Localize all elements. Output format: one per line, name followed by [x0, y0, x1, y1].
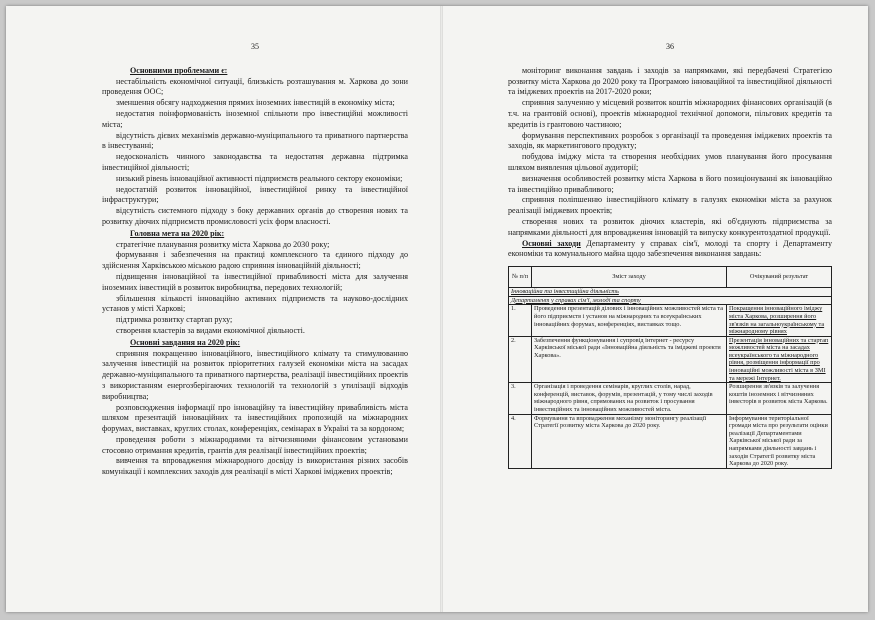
list-item: сприяння залученню у місцевий розвиток коштів міжнародних фінансових організацій (в т.ч. на грантовій основі), проектів міжнародної технічної допомоги, пільгових кредитів та кредитів із грантовою частиною;: [508, 98, 832, 129]
list-item: низький рівень інноваційної активності підприємств реального сектору економіки;: [116, 173, 403, 183]
list-item: розповсюдження інформації про інноваційну та інвестиційну привабливість міста шляхом презентацій інноваційних та інвестиційних пропозицій на міжнародних форумах, виставках, круглих столах, конференціях, семінарах в Україні та за кордоном;: [102, 402, 408, 434]
page-right: [444, 6, 868, 612]
page-left: [6, 6, 438, 612]
row-result: Інформування територіальної громади міста про результати оцінки реалізації Департаментами Харківської міської ради за напрямками діяльності завдань і заходів Стратегії розвитку міста Харкова до 2020 року.: [727, 414, 832, 468]
column-header-result: Очікуваний результат: [727, 267, 832, 288]
table-subsection-row: [509, 296, 832, 305]
list-item: відсутність дієвих механізмів державно-муніципального та приватного партнерства в інвестуванні;: [102, 130, 408, 151]
list-item: вивчення та впровадження міжнародного досвіду із використання різних засобів комунікації і комплексних заходів для реалізації в місті Харкові іміджевих проектів;: [102, 456, 408, 477]
list-item: проведення роботи з міжнародними та вітчизняними фінансовим установами стосовно отримання кредитів, грантів для реалізації інвестиційних проектів;: [102, 434, 408, 455]
list-item: збільшення кількості інноваційно активних підприємств та науково-дослідних установ у місті Харкові;: [102, 293, 408, 314]
row-result: Презентація інноваційних та стартап можливостей міста на засадах всеукраїнського та міжнародного рівня, розміщення інформації про інноваційні можливості міста в ЗМІ та мережі Інтернет.: [727, 336, 832, 383]
book-gutter: [440, 6, 443, 612]
list-item: стратегічне планування розвитку міста Харкова до 2030 року;: [116, 239, 330, 249]
column-header-number: № п/п: [509, 267, 532, 288]
row-number: 2.: [509, 336, 532, 383]
list-item: нестабільність економічної ситуації, близькість розташування м. Харкова до зони проведення ООС;: [102, 76, 408, 97]
row-result: Розширення зв'язків та залучення коштів іноземних і вітчизняних інвесторів в розвиток міста Харкова.: [727, 383, 832, 414]
table-row: [509, 305, 832, 336]
list-item: сприяння покращенню інноваційного, інвестиційного клімату та стимулюванню залучення інвестицій на розвиток пріоритетних галузей економіки міста на засадах державно-муніципального та приватного партнерства, реалізації інвестиційних проектів з використанням енергозберігаючих технологій та технологій з утилізації відходів виробництва;: [102, 348, 408, 401]
table-section-title: Інноваційна та інвестиційна діяльність: [509, 288, 832, 297]
row-content: Проведення презентацій ділових і інноваційних можливостей міста та його підприємств і установ на міжнародних та всеукраїнських інноваційних форумах, конференціях, виставках тощо.: [532, 305, 727, 336]
goal-heading: Головна мета на 2020 рік:: [130, 228, 225, 238]
problems-heading: Основними проблемами є:: [130, 65, 228, 75]
list-item: формування і забезпечення на практиці комплексного та єдиного підходу до здійснення Харківською міською радою сприяння інноваційній діяльності;: [102, 250, 408, 271]
row-number: 1.: [509, 305, 532, 336]
table-row: [509, 383, 832, 414]
table-subsection-title: Департамент у справах сім'ї, молоді та спорту: [509, 296, 832, 305]
list-item: недосконалість чинного законодавства та недостатня державна підтримка інвестиційної діяльності;: [102, 152, 408, 172]
list-item: моніторинг виконання завдань і заходів за напрямками, які передбачені Стратегією розвитку міста Харкова до 2020 року та Програмою інноваційної та інвестиційної діяльності та іміджевих проектів на 2017-2020 роки;: [508, 65, 832, 97]
list-item: підвищення інноваційної та інвестиційної привабливості міста для залучення іноземних інвестицій в розвиток виробництва, передових технологій;: [102, 271, 408, 292]
measures-intro: Департаменту у справах сім'ї, молоді та спорту і Департаменту економіки та комунального майна щодо забезпечення виконання завдань:: [508, 238, 833, 259]
list-item: недостатній розвиток інноваційної, інвестиційної ринку та інвестиційної інфраструктури;: [102, 184, 408, 205]
row-number: 4.: [509, 414, 532, 468]
list-item: підтримка розвитку стартап руху;: [116, 315, 233, 325]
page-number: 35: [251, 42, 259, 51]
row-content: Формування та впровадження механізму моніторингу реалізації Стратегії розвитку міста Харкова до 2020 року.: [532, 414, 727, 468]
tasks-heading: Основні завдання на 2020 рік:: [130, 337, 241, 347]
list-item: створення нових та розвиток діючих кластерів, які об'єднують підприємства за напрямками діяльності для впровадження інновацій та випуску конкурентоздатної продукції.: [508, 216, 832, 237]
table-section-row: [509, 288, 832, 297]
row-content: Забезпечення функціонування і супровід інтернет - ресурсу Харківської міської ради «Інноваційна діяльність та іміджеві проекти Харкова».: [532, 336, 727, 383]
list-item: побудова іміджу міста та створення необхідних умов планування його просування шляхом виявлення цільової аудиторії;: [508, 152, 832, 172]
measures-paragraph: [508, 239, 832, 261]
list-item: недостатня поінформованість іноземної спільноти про інвестиційні можливості міста;: [102, 108, 408, 129]
column-header-content: Зміст заходу: [532, 267, 727, 288]
table-row: [509, 336, 832, 383]
table-header-row: [509, 267, 832, 288]
measures-heading: Основні заходи: [522, 238, 581, 248]
row-content: Організація і проведення семінарів, круглих столів, нарад, конференцій, виставок, форумів, презентацій, у тому числі заходів міжнародного рівня, спрямованих на розвиток і просування інвестиційних та інноваційних можливостей міста.: [532, 383, 727, 414]
table-row: [509, 414, 832, 468]
page-number: 36: [666, 42, 674, 51]
list-item: створення кластерів за видами економічної діяльності.: [116, 325, 305, 335]
measures-table: [508, 266, 832, 469]
list-item: сприяння поліпшенню інвестиційного клімату в галузях економіки міста за рахунок реалізації іміджевих проектів;: [508, 195, 832, 216]
document-spread: [6, 6, 868, 612]
list-item: відсутність системного підходу з боку державних органів до створення нових та розвитку діючих підприємств промисловості усіх форм власності.: [102, 206, 408, 226]
list-item: визначення особливостей розвитку міста Харкова в його позиціонуванні як інноваційно та інвестиційно привабливого;: [508, 173, 832, 194]
list-item: формування перспективних розробок з організації та проведення іміджевих проектів та заходів, як маркетингового продукту;: [508, 130, 832, 151]
row-result: Покращення інноваційного іміджу міста Харкова, розширення його зв'язків на загальноукраїнському та міжнародному рівнях: [727, 305, 832, 336]
row-number: 3.: [509, 383, 532, 414]
list-item: зменшення обсягу надходження прямих іноземних інвестицій в економіку міста;: [116, 98, 395, 108]
